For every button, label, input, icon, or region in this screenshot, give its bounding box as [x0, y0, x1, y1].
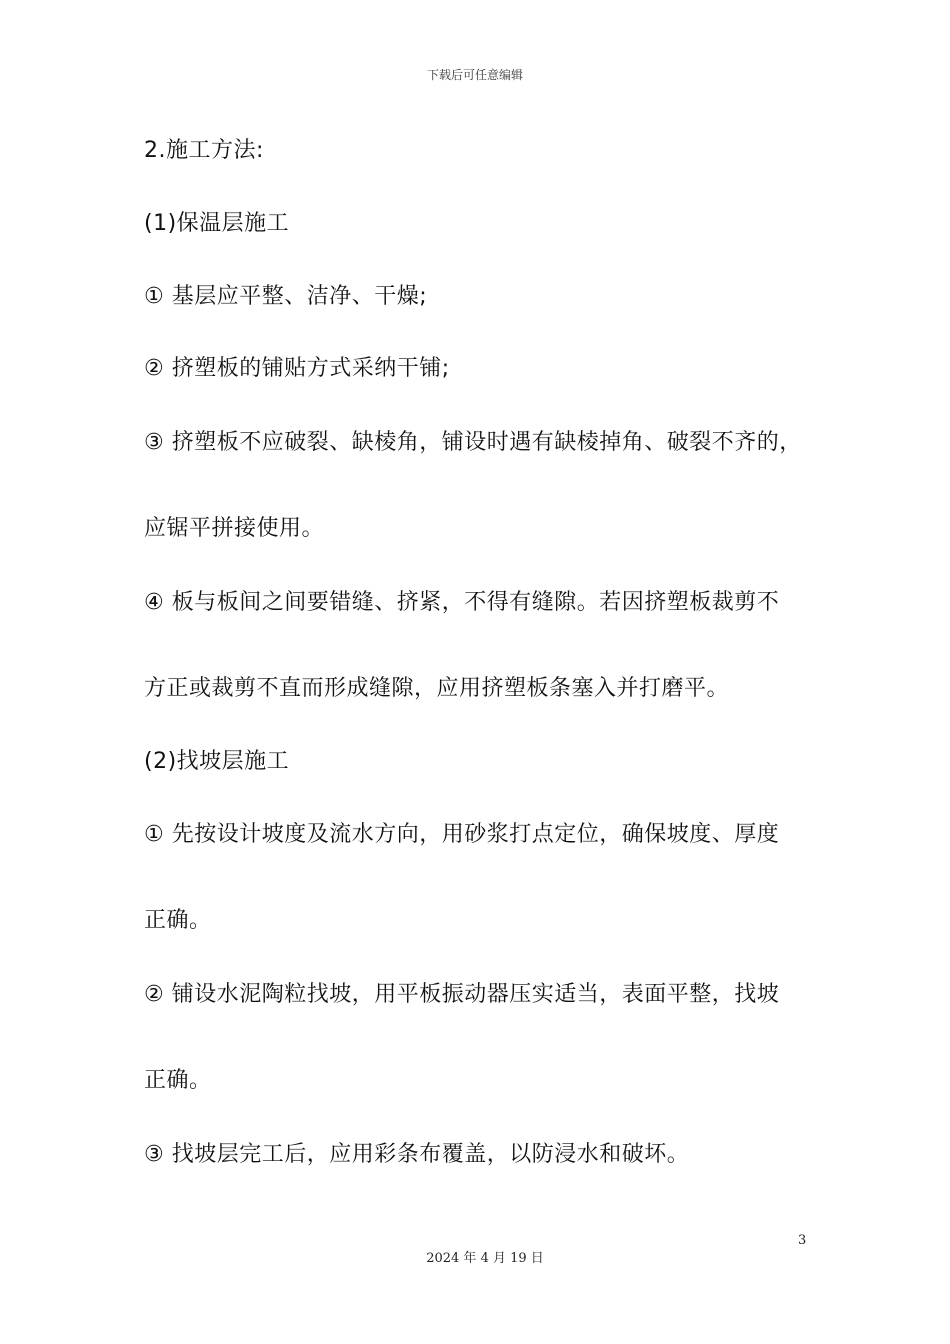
- section-heading: 2.施工方法:: [144, 138, 264, 163]
- page-header: 下载后可任意编辑: [426, 68, 523, 82]
- paragraph-line: ② 挤塑板的铺贴方式采纳干铺;: [144, 356, 450, 381]
- footer-date: 2024 年 4 月 19 日: [426, 1251, 544, 1266]
- subsection-heading: (1)保温层施工: [144, 211, 290, 236]
- paragraph-line: ③ 找坡层完工后，应用彩条布覆盖，以防浸水和破坏。: [144, 1142, 690, 1167]
- paragraph-line: ③ 挤塑板不应破裂、缺棱角，铺设时遇有缺棱掉角、破裂不齐的，: [144, 430, 802, 455]
- paragraph-line: 方正或裁剪不直而形成缝隙，应用挤塑板条塞入并打磨平。: [144, 676, 730, 701]
- paragraph-line: 应锯平拼接使用。: [144, 516, 325, 541]
- paragraph-line: ④ 板与板间之间要错缝、挤紧，不得有缝隙。若因挤塑板裁剪不: [144, 590, 780, 615]
- page-number: 3: [798, 1233, 807, 1248]
- subsection-heading: (2)找坡层施工: [144, 749, 290, 774]
- paragraph-line: ① 基层应平整、洁净、干燥;: [144, 284, 428, 309]
- paragraph-line: 正确。: [144, 908, 212, 933]
- paragraph-line: ① 先按设计坡度及流水方向，用砂浆打点定位，确保坡度、厚度: [144, 822, 780, 847]
- paragraph-line: 正确。: [144, 1068, 212, 1093]
- paragraph-line: ② 铺设水泥陶粒找坡，用平板振动器压实适当，表面平整，找坡: [144, 982, 780, 1007]
